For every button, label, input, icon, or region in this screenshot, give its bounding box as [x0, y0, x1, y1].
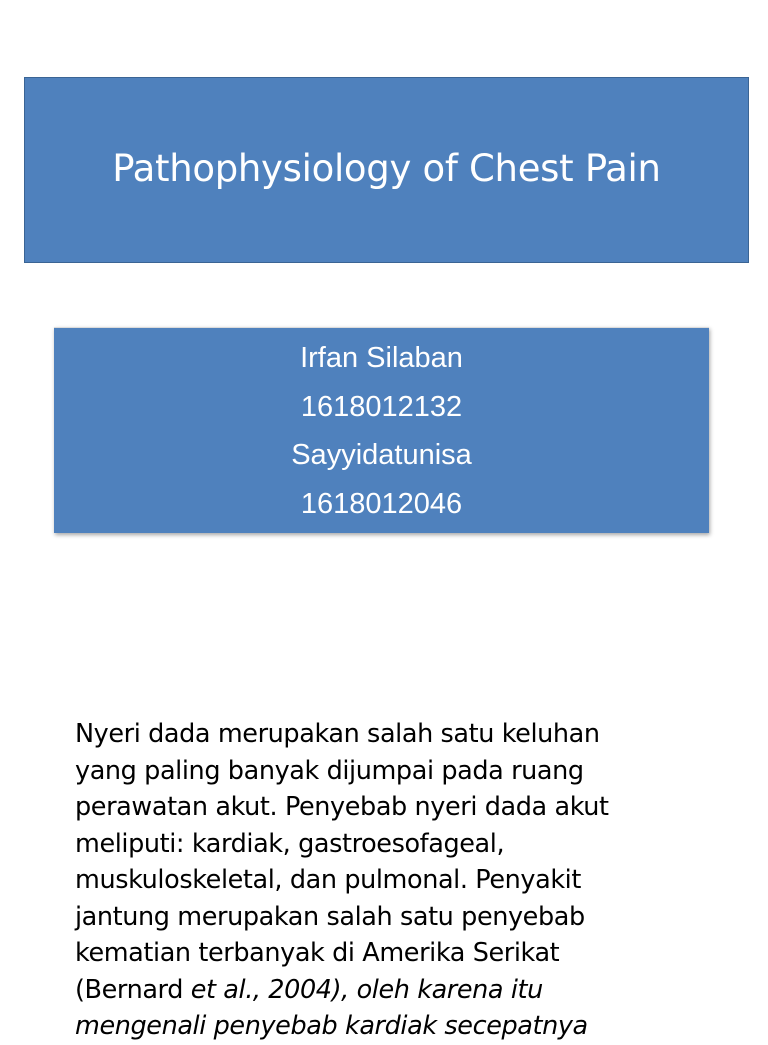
authors-box [54, 327, 709, 533]
author-id-2: 1618012046 [300, 487, 463, 520]
body-line: muskuloskeletal, dan pulmonal. Penyakit [75, 865, 581, 895]
author-name-1: Irfan Silaban [300, 342, 463, 374]
title-box [24, 77, 749, 263]
author-name-2: Sayyidatunisa [291, 439, 472, 471]
body-line: jantung merupakan salah satu penyebab [75, 901, 585, 932]
citation-prefix: (Bernard [75, 974, 191, 1005]
body-line: meliputi: kardiak, gastroesofageal, [75, 828, 505, 859]
citation-italic: et al., 2004), oleh karena itu [190, 974, 543, 1005]
body-paragraph [75, 716, 715, 1045]
author-id-1: 1618012132 [300, 390, 463, 423]
page-title: Pathophysiology of Chest Pain [112, 146, 661, 190]
body-line-cut: mengenali penyebab kardiak secepatnya [75, 1011, 588, 1041]
citation-line [75, 972, 715, 1009]
body-line: kematian terbanyak di Amerika Serikat [75, 938, 560, 968]
body-line: perawatan akut. Penyebab nyeri dada akut [75, 792, 609, 822]
body-line: Nyeri dada merupakan salah satu keluhan [75, 719, 600, 749]
body-line: yang paling banyak dijumpai pada ruang [75, 755, 584, 786]
